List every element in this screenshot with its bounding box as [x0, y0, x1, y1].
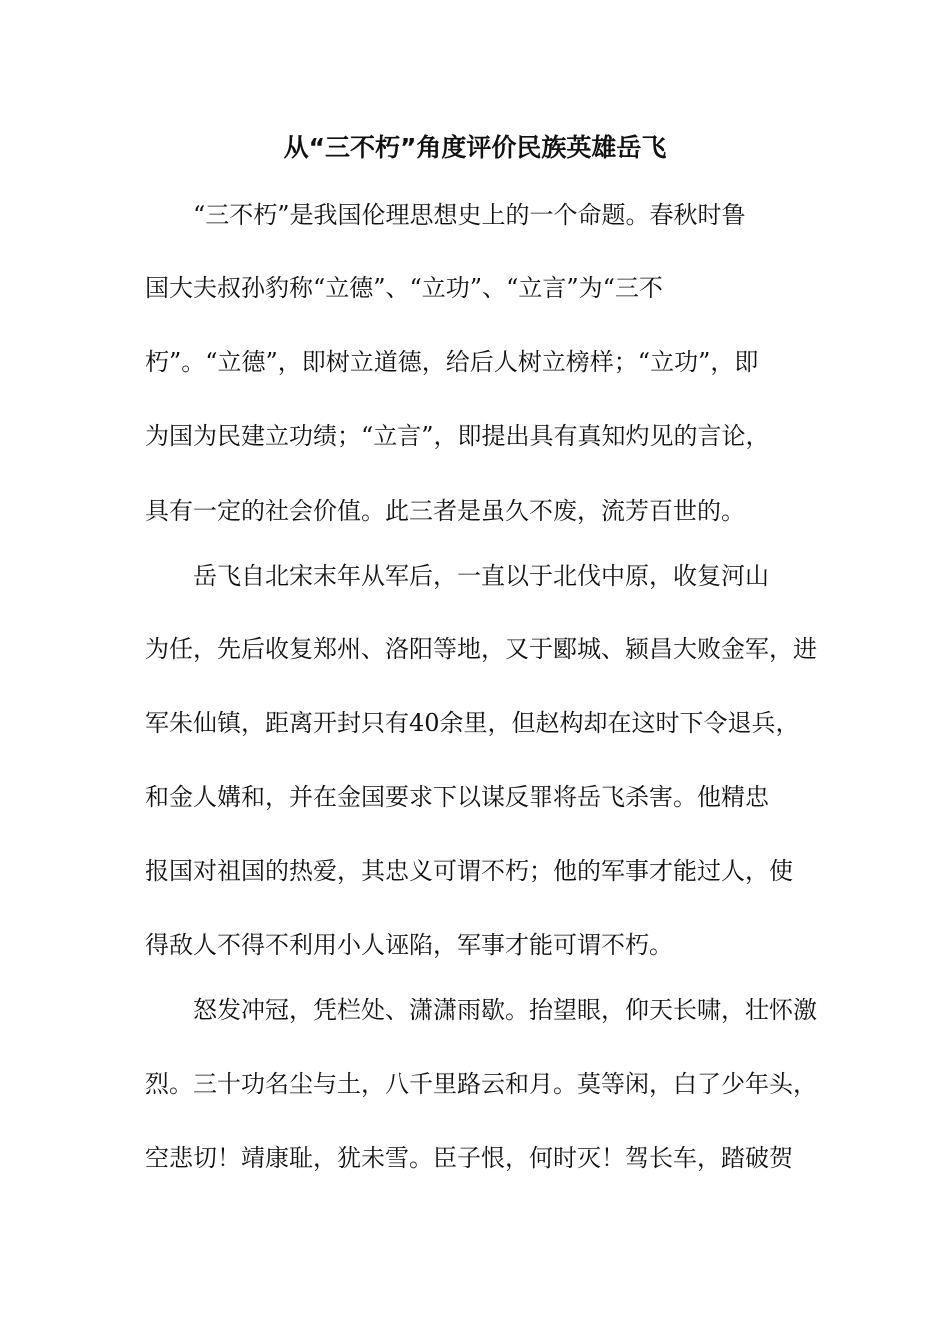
paragraph-line: 具有一定的社会价值。此三者是虽久不废，流芳百世的。 — [145, 497, 745, 525]
paragraph-line: 朽”。“立德”，即树立道德，给后人树立榜样；“立功”，即 — [145, 348, 759, 376]
paragraph-line: 岳飞自北宋末年从军后，一直以于北伐中原，收复河山 — [145, 562, 769, 590]
paragraph-line: 空悲切！靖康耻，犹未雪。臣子恨，何时灭！驾长车，踏破贺 — [145, 1144, 793, 1172]
paragraph-line: 怒发冲冠，凭栏处、潇潇雨歇。抬望眼，仰天长啸，壮怀激 — [145, 996, 817, 1024]
paragraph-line: 国大夫叔孙豹称“立德”、“立功”、“立言”为“三不 — [145, 274, 663, 302]
paragraph-line: “三不朽”是我国伦理思想史上的一个命题。春秋时鲁 — [145, 201, 746, 229]
paragraph-line: 军朱仙镇，距离开封只有40余里，但赵构却在这时下令退兵， — [145, 709, 800, 737]
paragraph-line: 得敌人不得不利用小人诬陷，军事才能可谓不朽。 — [145, 931, 673, 959]
document-title: 从“三不朽”角度评价民族英雄岳飞 — [283, 133, 667, 162]
paragraph-line: 烈。三十功名尘与土，八千里路云和月。莫等闲，白了少年头， — [145, 1070, 817, 1098]
paragraph-line: 报国对祖国的热爱，其忠义可谓不朽；他的军事才能过人，使 — [145, 857, 793, 885]
paragraph-line: 和金人媾和，并在金国要求下以谋反罪将岳飞杀害。他精忠 — [145, 783, 769, 811]
paragraph-line: 为国为民建立功绩；“立言”，即提出具有真知灼见的言论， — [145, 422, 770, 450]
paragraph-line: 为任，先后收复郑州、洛阳等地，又于郾城、颍昌大败金军，进 — [145, 635, 817, 663]
